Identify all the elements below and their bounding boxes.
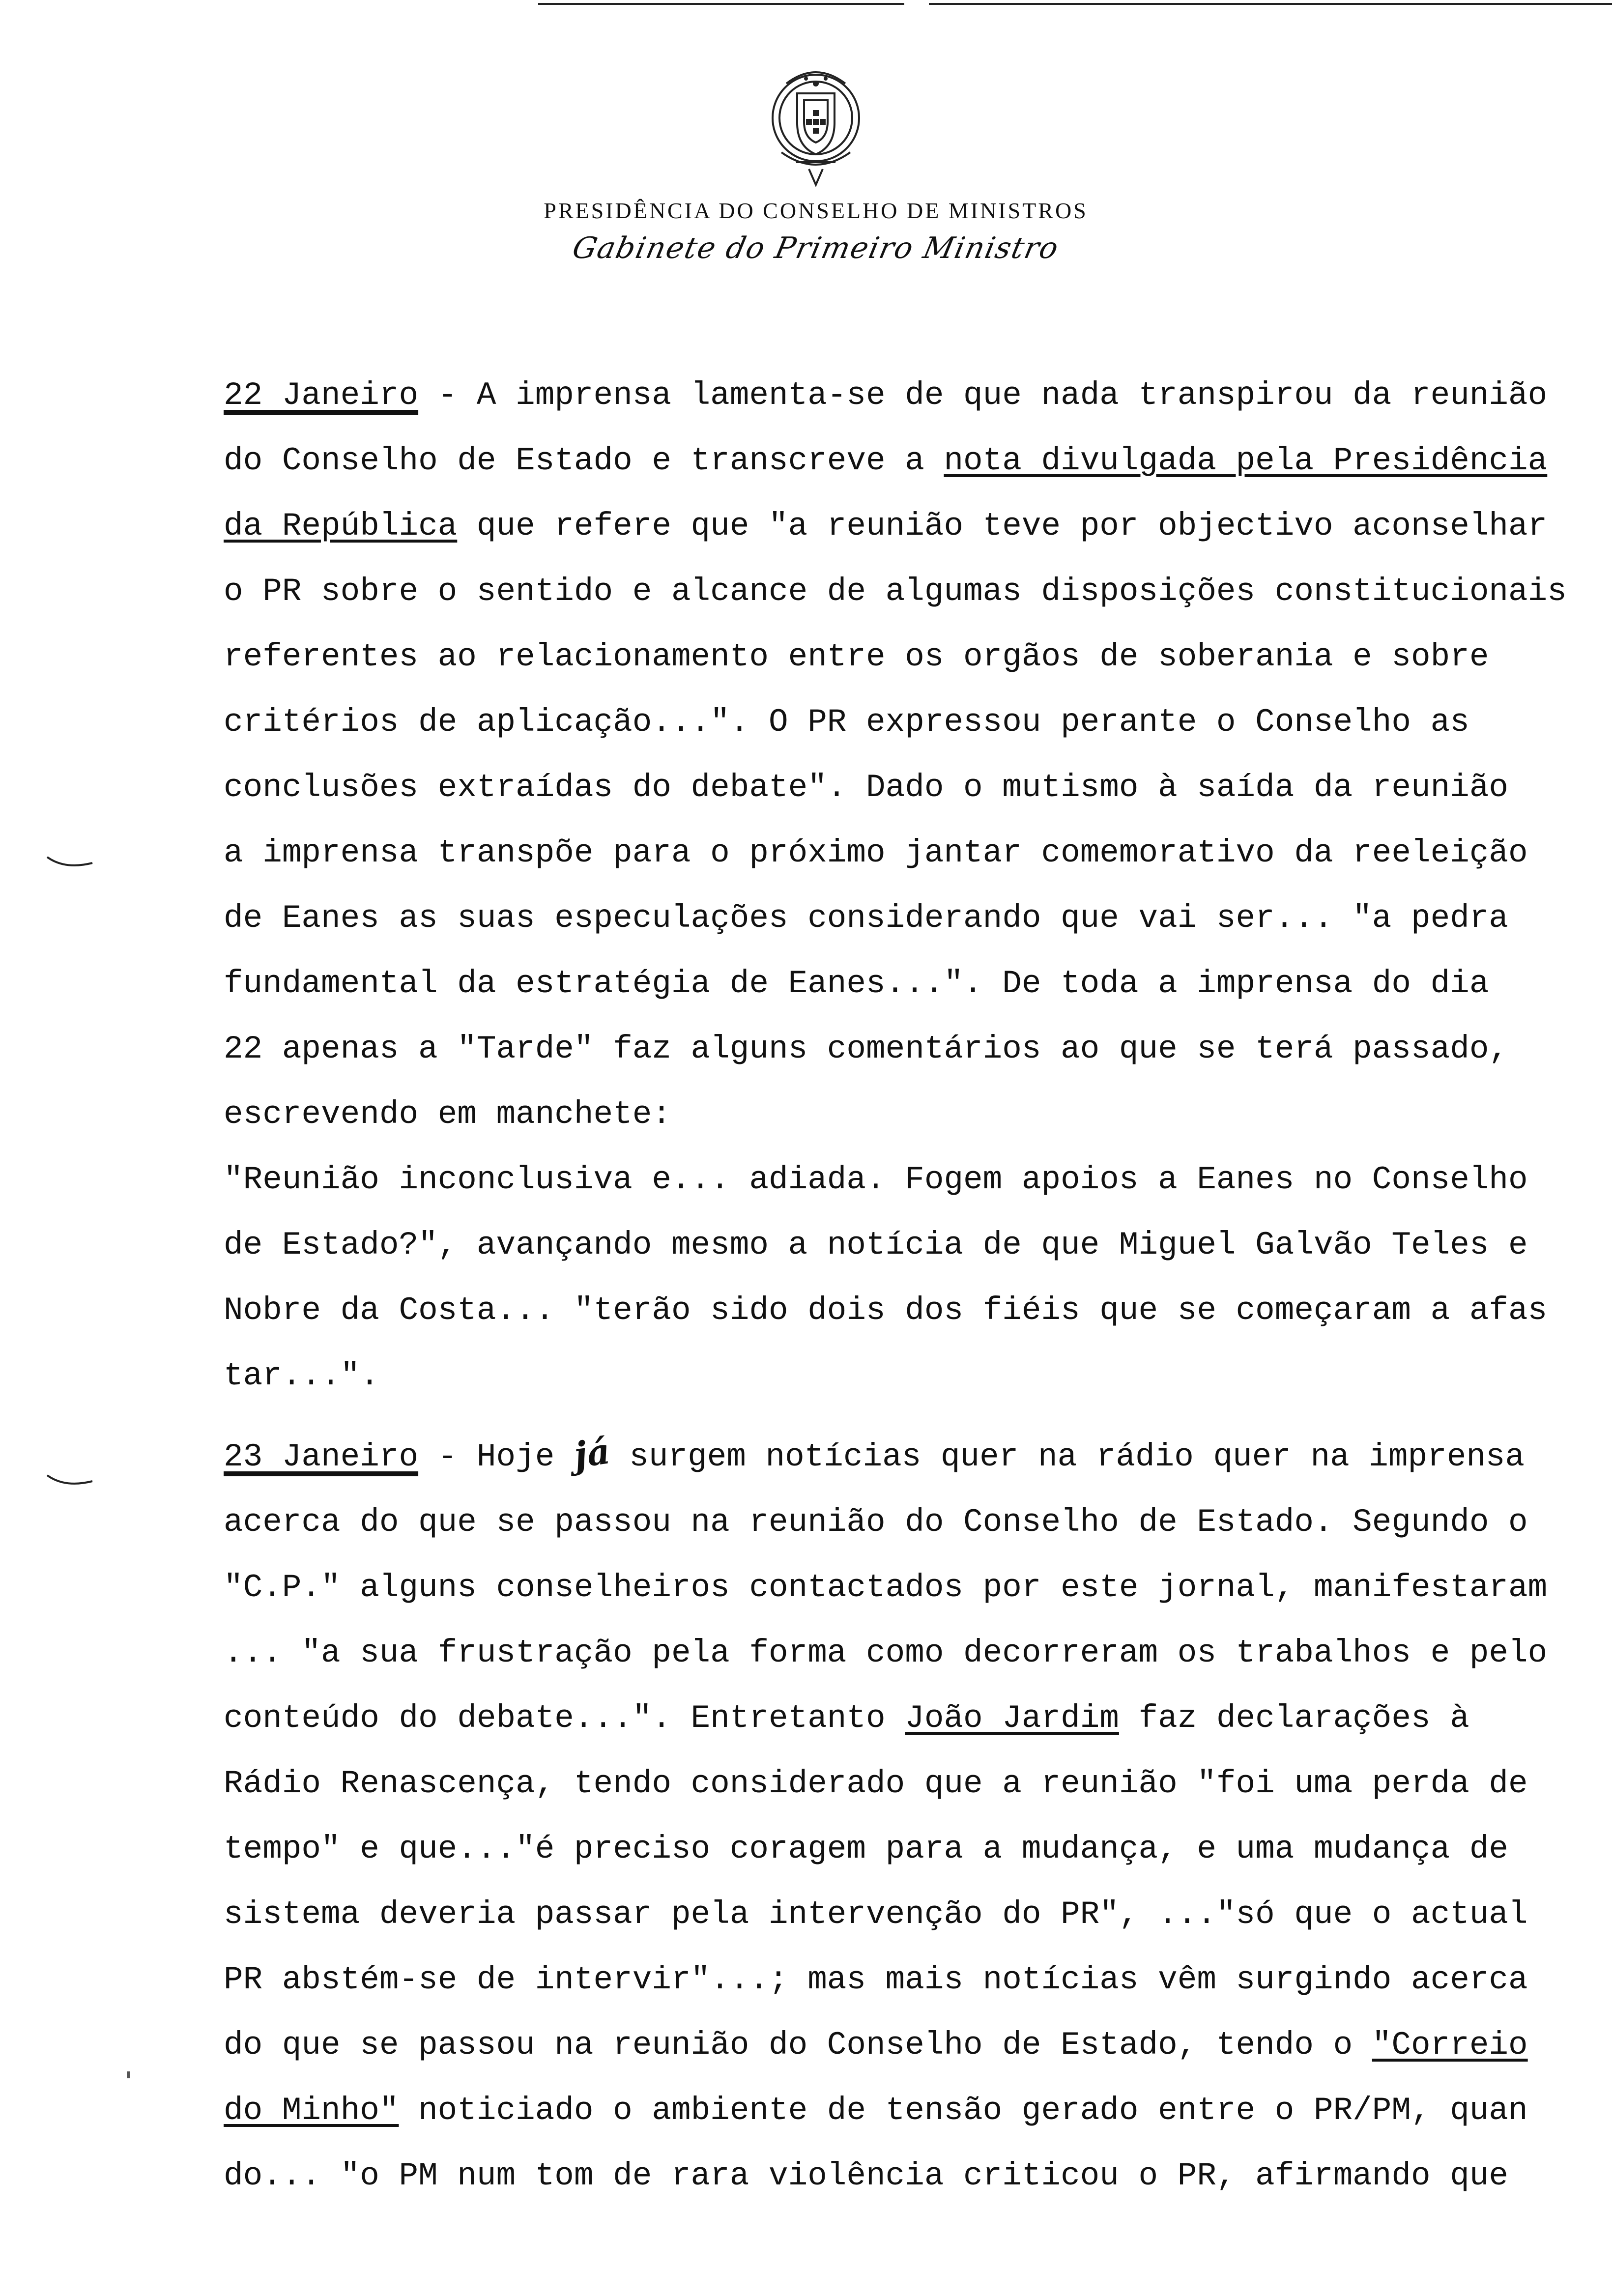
text-line: sistema deveria passar pela intervenção do PR", ..."só que o actual	[224, 1896, 1528, 1933]
underlined-text: nota divulgada pela Presidência	[944, 442, 1548, 479]
text-line: de Eanes as suas especulações considerando que vai ser... "a pedra	[224, 900, 1509, 937]
text-line	[224, 1686, 1595, 1751]
entry-date: 22 Janeiro	[224, 377, 419, 414]
text-line: referentes ao relacionamento entre os orgãos de soberania e sobre	[224, 638, 1489, 675]
text-segment: que refere que "a reunião teve por objectivo aconselhar	[457, 508, 1548, 545]
text-line: fundamental da estratégia de Eanes...". De toda a imprensa do dia	[224, 965, 1489, 1002]
text-line: PR abstém-se de intervir"...; mas mais notícias vêm surgindo acerca	[224, 1961, 1528, 1998]
top-rule	[929, 3, 1612, 5]
text-line: ... "a sua frustração pela forma como decorreram os trabalhos e pelo	[224, 1635, 1548, 1671]
top-rule	[538, 3, 904, 5]
text-segment: faz declarações à	[1119, 1700, 1469, 1737]
text-line: tempo" e que..."é preciso coragem para a mudança, e uma mudança de	[224, 1831, 1509, 1867]
text-line	[224, 493, 1595, 559]
text-line	[224, 2078, 1595, 2143]
text-segment: - A imprensa lamenta-se de que nada transpirou da reunião	[418, 377, 1548, 414]
document-body	[224, 363, 1595, 2209]
speck	[127, 2071, 130, 2078]
text-line: tar...".	[224, 1357, 379, 1394]
text-line: critérios de aplicação...". O PR expressou perante o Conselho as	[224, 704, 1469, 741]
text-line: "Reunião inconclusiva e... adiada. Fogem apoios a Eanes no Conselho	[224, 1161, 1528, 1198]
underlined-text: do Minho"	[224, 2092, 399, 2129]
margin-mark	[45, 1473, 94, 1488]
text-line	[224, 1420, 1595, 1490]
text-line: a imprensa transpõe para o próximo jantar comemorativo da reeleição	[224, 834, 1528, 871]
underlined-text: João Jardim	[905, 1700, 1119, 1737]
text-line	[224, 363, 1595, 428]
text-line: conclusões extraídas do debate". Dado o mutismo à saída da reunião	[224, 769, 1509, 806]
text-segment: conteúdo do debate...". Entretanto	[224, 1700, 905, 1737]
underlined-text: "Correio	[1372, 2027, 1528, 2064]
text-line: do... "o PM num tom de rara violência criticou o PR, afirmando que	[224, 2157, 1509, 2194]
text-segment: - Hoje	[418, 1438, 574, 1475]
handwritten-insertion: já	[571, 1430, 613, 1476]
text-segment: do Conselho de Estado e transcreve a	[224, 442, 944, 479]
text-line: de Estado?", avançando mesmo a notícia de que Miguel Galvão Teles e	[224, 1227, 1528, 1263]
entry-date: 23 Janeiro	[224, 1438, 419, 1475]
text-line	[224, 2012, 1595, 2078]
office-name: Gabinete do Primeiro Ministro	[569, 231, 1063, 265]
text-line: escrevendo em manchete:	[224, 1096, 671, 1133]
text-line: acerca do que se passou na reunião do Conselho de Estado. Segundo o	[224, 1504, 1528, 1541]
text-line: Rádio Renascença, tendo considerado que a reunião "foi uma perda de	[224, 1765, 1528, 1802]
text-line: 22 apenas a "Tarde" faz alguns comentários ao que se terá passado,	[224, 1031, 1509, 1067]
text-segment: surgem notícias quer na rádio quer na imprensa	[609, 1438, 1525, 1475]
margin-mark	[45, 855, 94, 870]
coat-of-arms-icon	[767, 64, 865, 192]
text-line	[224, 428, 1595, 493]
text-segment: noticiado o ambiente de tensão gerado entre o PR/PM, quan	[399, 2092, 1528, 2129]
text-line: o PR sobre o sentido e alcance de algumas disposições constitucionais	[224, 573, 1567, 610]
organization-name: PRESIDÊNCIA DO CONSELHO DE MINISTROS	[544, 198, 1088, 223]
text-segment: do que se passou na reunião do Conselho de Estado, tendo o	[224, 2027, 1372, 2064]
text-line: Nobre da Costa... "terão sido dois dos fiéis que se começaram a afas	[224, 1292, 1548, 1329]
underlined-text: da República	[224, 508, 458, 545]
text-line: "C.P." alguns conselheiros contactados por este jornal, manifestaram	[224, 1569, 1548, 1606]
